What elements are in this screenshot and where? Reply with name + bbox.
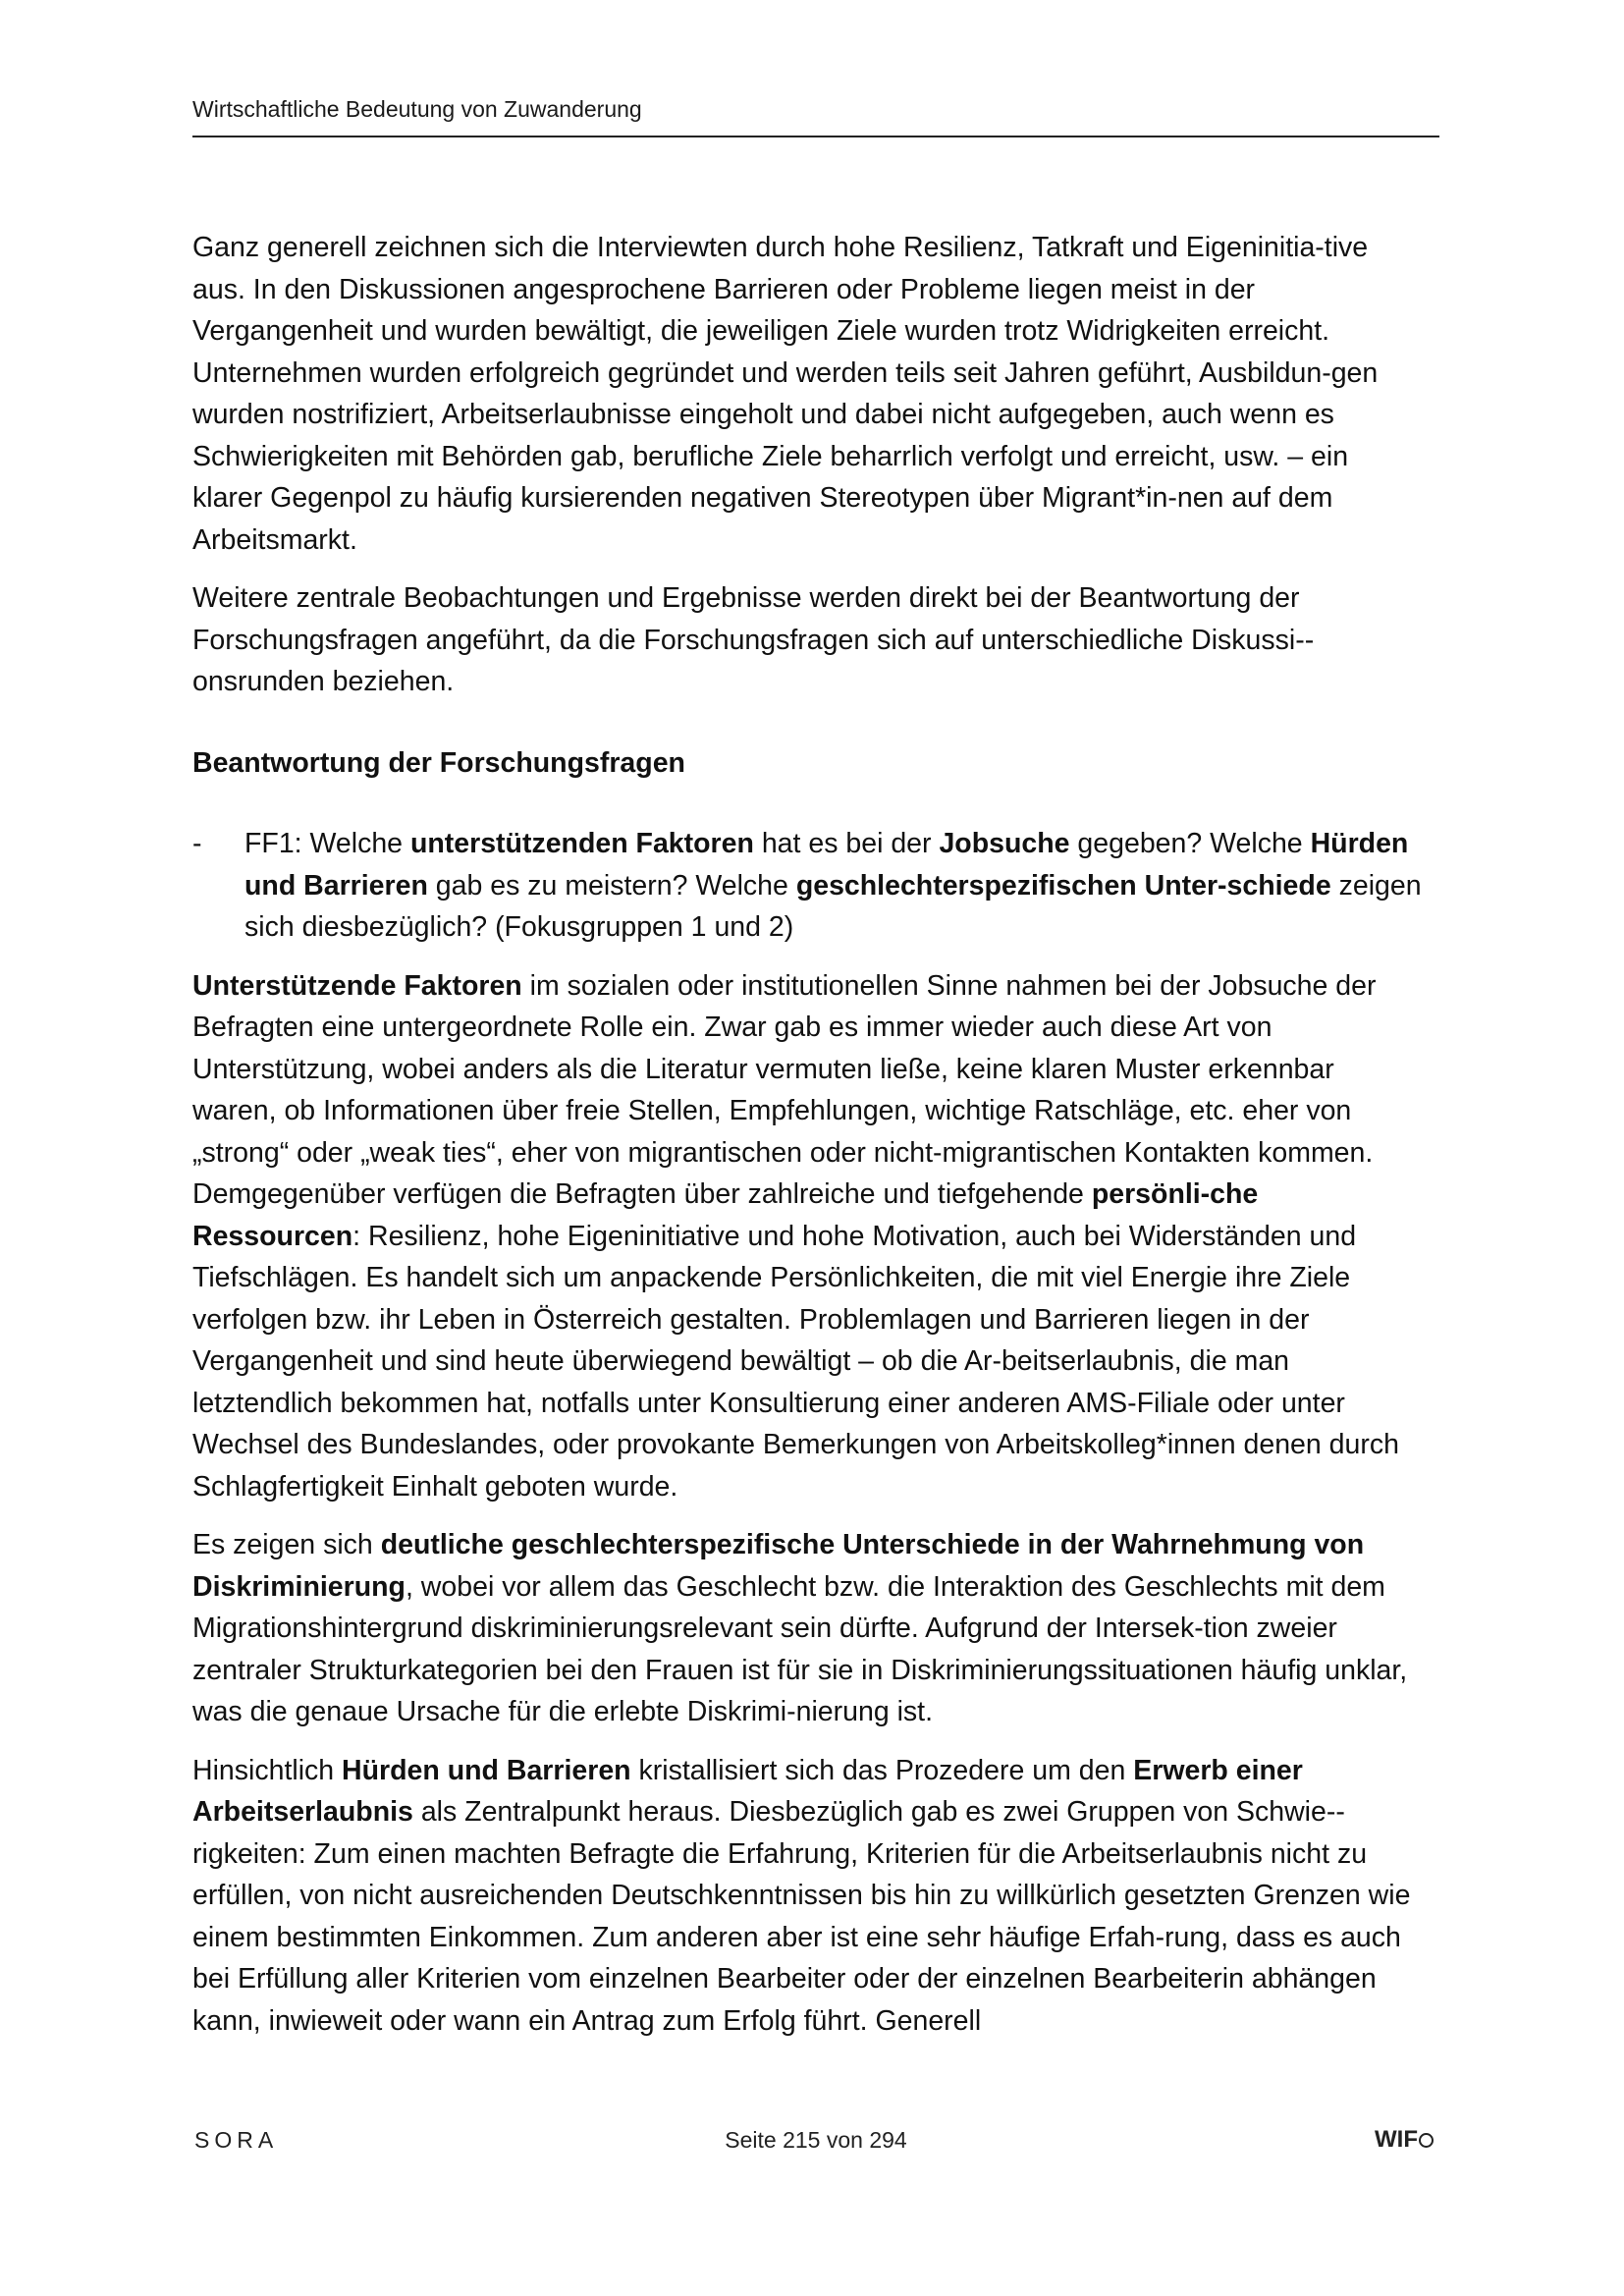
text-run: : Resilienz, hohe Eigeninitiative und hohe Motivation, auch bei Widerständen und Tiefschlägen. Es handelt sich um anpackende Persönlichkeiten, die mit viel Energie ihre Ziele verfolgen bzw. ihr Leben in Österreich gestalten. Problemlagen und Barrieren liegen in der Vergangenheit und sind heute überwiegend bewältigt – ob die Ar-beitserlaubnis, die man letztendlich bekommen hat, notfalls unter Konsultierung einer anderen AMS-Filiale oder unter Wechsel des Bundeslandes, oder provokante Bemerkungen von Arbeitskolleg*innen denen durch Schlagfertigkeit Einhalt geboten wurde. (192, 1220, 1399, 1503)
ff1-bold-part: Jobsuche (939, 828, 1070, 859)
ff1-text-part: hat es bei der (753, 828, 940, 859)
text-run: , wobei vor allem das Geschlecht bzw. die Interaktion des Geschlechts mit dem Migrationshintergrund diskriminierungsrelevant sein dürfte. Aufgrund der Intersek-tion zweier zentraler Strukturkategorien bei den Frauen ist für sie in Diskriminierungssituationen häufig unklar, was die genaue Ursache für die erlebte Diskrimi-nierung ist. (192, 1570, 1408, 1727)
ff1-text-part: zeigen sich diesbezüglich? (Fokusgruppen 1 und 2) (244, 869, 1422, 943)
text-run: Es zeigen sich (192, 1529, 381, 1560)
ff1-text-part: gab es zu meistern? Welche (427, 869, 796, 902)
bold-phrase: Hürden und Barrieren (342, 1754, 631, 1786)
ff1-text (244, 823, 1422, 949)
page-footer (192, 2127, 1439, 2162)
bold-phrase: Unterstützende Faktoren (192, 969, 522, 1002)
ff1-bold-part: geschlechterspezifischen Unter-schiede (795, 869, 1331, 902)
wifo-circle-icon (1419, 2133, 1434, 2148)
header-divider (192, 136, 1439, 137)
sora-logo: SORA (194, 2127, 279, 2153)
text-run: Hinsichtlich (192, 1754, 343, 1786)
ff1-text-part: FF1: Welche (244, 828, 410, 859)
paragraph-supporting-factors (192, 965, 1422, 1508)
page-body (192, 227, 1422, 2058)
section-heading: Beantwortung der Forschungsfragen (192, 746, 685, 779)
page-number: Seite 215 von 294 (725, 2127, 907, 2153)
bold-phrase: persönli-che Ressourcen (192, 1178, 1259, 1252)
paragraph-barriers (192, 1750, 1422, 2043)
bold-phrase: deutliche geschlechterspezifische Unterschiede in der Wahrnehmung von Diskriminierung (192, 1529, 1365, 1603)
paragraph-resilience: Ganz generell zeichnen sich die Interviewten durch hohe Resilienz, Tatkraft und Eigeninitia-tive aus. In den Diskussionen angesprochene Barrieren oder Probleme liegen meist in der Vergangenheit und wurden bewältigt, die jeweiligen Ziele wurden trotz Widrigkeiten erreicht. Unternehmen wurden erfolgreich gegründet und werden teils seit Jahren geführt, Ausbildun-gen wurden nostrifiziert, Arbeitserlaubnisse eingeholt und dabei nicht aufgegeben, auch wenn es Schwierigkeiten mit Behörden gab, berufliche Ziele beharrlich verfolgt und erreicht, usw. – ein klarer Gegenpol zu häufig kursierenden negativen Stereotypen über Migrant*in-nen auf dem Arbeitsmarkt. (192, 232, 1379, 556)
paragraph-observations: Weitere zentrale Beobachtungen und Ergebnisse werden direkt bei der Beantwortung der Forschungsfragen angeführt, da die Forschungsfragen sich auf unterschiedliche Diskussi-onsrunden beziehen. (192, 582, 1315, 697)
text-run: kristallisiert sich das Prozedere um den (630, 1754, 1134, 1786)
ff1-bold-part: Hürden und Barrieren (244, 828, 1409, 902)
running-header: Wirtschaftliche Bedeutung von Zuwanderung (192, 96, 642, 122)
paragraph-gender-differences (192, 1524, 1422, 1733)
wifo-logo (1375, 2126, 1434, 2154)
research-question-ff1 (192, 823, 1422, 949)
ff1-text-part: gegeben? Welche (1069, 828, 1311, 859)
list-dash: - (192, 828, 202, 859)
bold-phrase: Erwerb einer Arbeitserlaubnis (192, 1754, 1303, 1828)
wifo-logo-text: WIF (1375, 2126, 1418, 2153)
text-run: im sozialen oder institutionellen Sinne nahmen bei der Jobsuche der Befragten eine untergeordnete Rolle ein. Zwar gab es immer wieder auch diese Art von Unterstützung, wobei anders als die Literatur vermuten ließe, keine klaren Muster erkennbar waren, ob Informationen über freie Stellen, Empfehlungen, wichtige Ratschläge, etc. eher von „strong“ oder „weak ties“, eher von migrantischen oder nicht-migrantischen Kontakten kommen. Demgegenüber verfügen die Befragten über zahlreiche und tiefgehende (192, 969, 1377, 1210)
ff1-bold-part: unterstützenden Faktoren (409, 828, 754, 859)
text-run: als Zentralpunkt heraus. Diesbezüglich gab es zwei Gruppen von Schwie-rigkeiten: Zum einen machten Befragte die Erfahrung, Kriterien für die Arbeitserlaubnis nicht zu erfüllen, von nicht ausreichenden Deutschkenntnissen bis hin zu willkürlich gesetzten Grenzen wie einem bestimmten Einkommen. Zum anderen aber ist eine sehr häufige Erfah-rung, dass es auch bei Erfüllung aller Kriterien vom einzelnen Bearbeiter oder der einzelnen Bearbeiterin abhängen kann, inwieweit oder wann ein Antrag zum Erfolg führt. Generell (192, 1796, 1411, 2037)
